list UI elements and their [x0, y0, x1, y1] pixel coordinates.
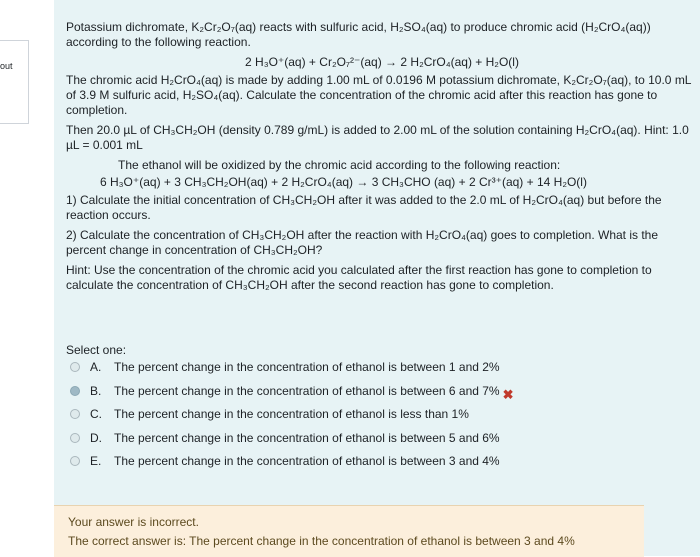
question-card — [54, 0, 700, 556]
option-c-radio[interactable] — [70, 409, 80, 419]
question-part-2: 2) Calculate the concentration of CH₃CH₂OH after the reaction with H₂CrO₄(aq) goes to completion. What is the percent change in concentration of CH₃CH₂OH? — [66, 228, 659, 257]
question-part-1: 1) Calculate the initial concentration of CH₃CH₂OH after it was added to the 2.0 mL of H₂CrO₄(aq) but before the reaction occurs. — [66, 193, 662, 222]
question-paragraph-2: The chromic acid H₂CrO₄(aq) is made by adding 1.00 mL of 0.0196 M potassium dichromate, K₂Cr₂O₇(aq), to 10.0 mL of 3.9 M sulfuric acid, H₂SO₄(aq). Calculate the concentration of the chromic acid after this reaction has gone to completion. — [66, 73, 692, 117]
question-paragraph-3: Then 20.0 µL of CH₃CH₂OH (density 0.789 g/mL) is added to 2.00 mL of the solution containing H₂CrO₄(aq). Hint: 1.0 µL = 0.001 mL — [66, 123, 689, 152]
select-one-label: Select one: — [66, 343, 127, 357]
option-e-letter: E. — [90, 454, 102, 468]
feedback-box — [54, 505, 644, 557]
option-b-radio[interactable] — [70, 386, 80, 396]
option-e[interactable] — [70, 451, 500, 471]
option-a[interactable] — [70, 357, 500, 377]
question-paragraph-4: The ethanol will be oxidized by the chromic acid according to the following reaction: — [118, 158, 561, 172]
incorrect-icon: ✖ — [502, 387, 514, 402]
option-d-text: The percent change in the concentration of ethanol is between 5 and 6% — [114, 431, 500, 445]
question-text — [66, 20, 698, 298]
option-b-letter: B. — [90, 384, 102, 398]
option-a-text: The percent change in the concentration of ethanol is between 1 and 2% — [114, 360, 500, 374]
option-a-radio[interactable] — [70, 362, 80, 372]
option-b-text: The percent change in the concentration of ethanol is between 6 and 7% — [114, 384, 500, 398]
option-d-letter: D. — [90, 431, 102, 445]
option-b[interactable] — [70, 381, 514, 401]
feedback-status: Your answer is incorrect. — [68, 515, 199, 529]
option-d[interactable] — [70, 428, 500, 448]
option-c[interactable] — [70, 404, 469, 424]
option-e-text: The percent change in the concentration of ethanol is between 3 and 4% — [114, 454, 500, 468]
option-a-letter: A. — [90, 360, 102, 374]
reaction-equation-2: 6 H₃O⁺(aq) + 3 CH₃CH₂OH(aq) + 2 H₂CrO₄(aq) → 3 CH₃CHO (aq) + 2 Cr³⁺(aq) + 14 H₂O(l) — [100, 175, 587, 189]
option-c-letter: C. — [90, 407, 102, 421]
feedback-correct-answer: The correct answer is: The percent change in the concentration of ethanol is between 3 and 4% — [68, 534, 575, 548]
side-panel-label: out — [0, 61, 13, 71]
reaction-equation-1: 2 H₃O⁺(aq) + Cr₂O₇²⁻(aq) → 2 H₂CrO₄(aq) + H₂O(l) — [245, 55, 519, 69]
option-c-text: The percent change in the concentration of ethanol is less than 1% — [114, 407, 469, 421]
left-side-panel — [0, 40, 29, 124]
question-paragraph-1: Potassium dichromate, K₂Cr₂O₇(aq) reacts with sulfuric acid, H₂SO₄(aq) to produce chromic acid (H₂CrO₄(aq)) according to the following reaction. — [66, 20, 651, 49]
question-hint: Hint: Use the concentration of the chromic acid you calculated after the first reaction has gone to completion to calculate the concentration of CH₃CH₂OH after the second reaction has gone to completion. — [66, 263, 652, 292]
option-e-radio[interactable] — [70, 456, 80, 466]
option-d-radio[interactable] — [70, 433, 80, 443]
